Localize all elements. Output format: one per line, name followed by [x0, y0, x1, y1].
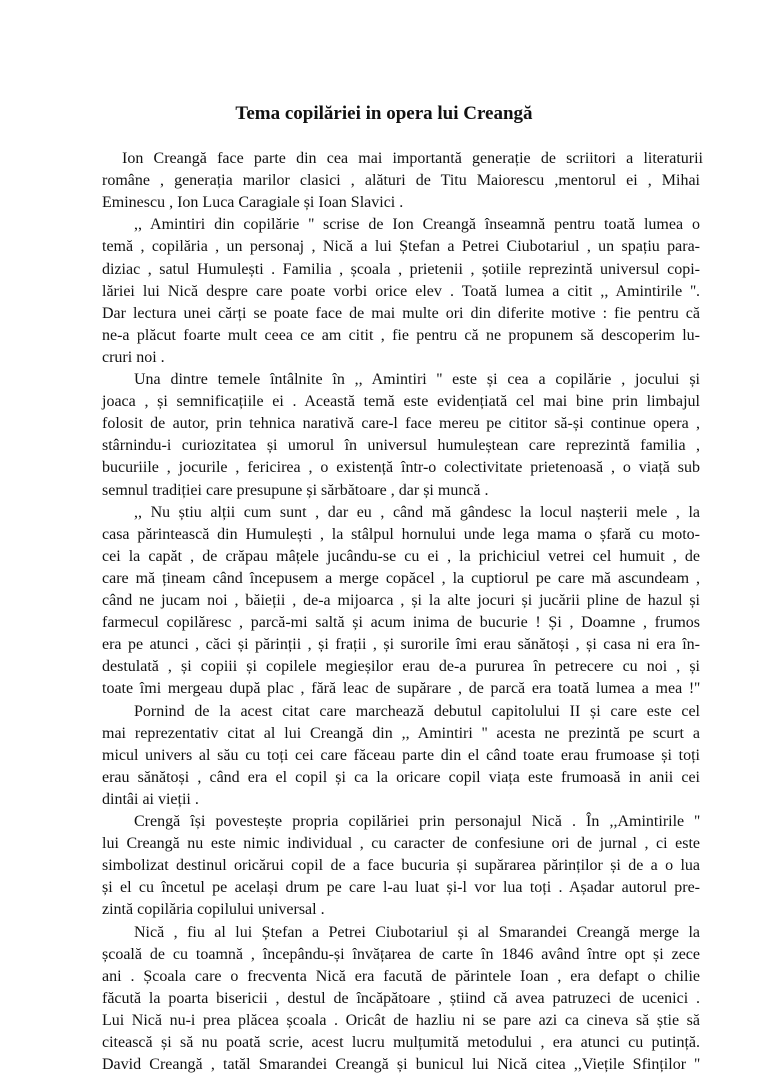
- text-line: ,, Nu știu alții cum sunt , dar eu , când mă gândesc la locul nașterii mele , la: [134, 503, 700, 521]
- text-line: și el cu încetul pe același drum pe care l-au luat și-l vor lua toți . Așadar autorul pre-: [102, 879, 700, 897]
- text-line: stârnindu-i curiozitatea și umorul în universul humuleștean care reprezintă familia ,: [102, 437, 700, 455]
- text-line: care mă țineam când începusem a merge copăcel , la cuptiorul pe care mă ascundeam ,: [102, 569, 700, 587]
- text-line: casa părintească din Humulești , la stâlpul hornului unde lega mama o șfară cu moto-: [102, 525, 700, 543]
- text-line: ,, Amintiri din copilărie '' scrise de Ion Creangă înseamnă pentru toată lumea o: [134, 216, 700, 234]
- text-line: făcută la poarta bisericii , destul de încăpătoare , știind că avea patruzeci de ucenici .: [102, 989, 700, 1007]
- text-line: Una dintre temele întâlnite în ,, Amintiri '' este și cea a copilărie , jocului și: [134, 371, 700, 388]
- text-line: David Creangă , tatăl Smarandei Creangă și bunicul lui Nică citea ,,Viețile Sfinților '': [102, 1056, 700, 1074]
- text-line: semnul tradiției care presupune și sărbătoare , dar și muncă .: [102, 481, 489, 499]
- text-line: simbolizat destinul oricărui copil de a face bucuria și supărarea părinților și de a o lua: [102, 857, 700, 875]
- text-line: Lui Nică nu-i prea plăcea școala . Oricât de hazliu ni se pare azi ca cineva să știe să: [102, 1011, 700, 1029]
- text-line: diziac , satul Humulești . Familia , școala , prietenii , șotiile reprezintă universul copi-: [102, 260, 700, 278]
- text-line: lui Creangă nu este nimic individual , cu caracter de confesiune ori de jurnal , ci este: [102, 835, 700, 853]
- text-line: când ne jucam noi , băieții , de-a mijoarca , și la alte jocuri și jucării pline de hazul și: [102, 592, 700, 609]
- text-line: farmecul copilăresc , parcă-mi saltă și acum inima de bucurie ! Și , Doamne , frumos: [102, 614, 700, 632]
- text-line: ani . Școala care o frecventa Nică era facută de părintele Ioan , era defapt o chilie: [102, 967, 700, 985]
- text-line: Nică , fiu al lui Ștefan a Petrei Ciubotariul și al Smarandei Creangă merge la: [134, 923, 700, 941]
- text-line: micul univers al său cu toți cei care făceau parte din el când toate erau frumoase și toți: [102, 746, 700, 764]
- text-line: Ion Creangă face parte din cea mai importantă generație de scriitori a literaturii: [122, 150, 703, 167]
- text-line: era pe atunci , căci și părinții , și frații , și surorile îmi erau sănătoși , și casa ni era în-: [102, 636, 700, 654]
- text-line: folosit de autor, prin tehnica narativă care-l face mereu pe cititor să-și continue opera ,: [102, 415, 700, 433]
- text-line: ne-a plăcut foarte mult ceea ce am citit , fie pentru că ne propunem să descoperim lu-: [102, 326, 700, 344]
- text-line: cei la capăt , de crăpau mâțele jucându-se cu ei , la prichiciul vetrei cel humuit , de: [102, 547, 700, 565]
- text-line: citească și să nu poată scrie, acest lucru mulțumită metodului , era atunci cu putință.: [102, 1034, 700, 1051]
- text-line: temă , copilăria , un personaj , Nică a lui Ștefan a Petrei Ciubotariul , un spațiu para-: [102, 238, 700, 256]
- text-line: erau sănătoși , când era el copil și ca la oricare copil viața este frumoasă in anii cei: [102, 768, 700, 786]
- text-line: Crengă își povestește propria copilăriei prin personajul Nică . În ,,Amintirile '': [134, 813, 700, 830]
- text-line: școală de cu toamnă , începându-și învățarea de carte în 1846 având între opt și zece: [102, 945, 700, 963]
- text-line: zintă copilăria copilului universal .: [102, 901, 325, 919]
- text-line: române , generația marilor clasici , alături de Titu Maiorescu ,mentorul ei , Mihai: [102, 172, 700, 190]
- text-line: toate îmi mergeau după plac , fără leac de supărare , de parcă era toată lumea a mea !'': [102, 680, 700, 698]
- text-line: dintâi ai vieții .: [102, 790, 199, 808]
- text-line: Dar lectura unei cărți se poate face de mai multe ori din diferite motive : fie pentru că: [102, 304, 700, 322]
- text-line: Pornind de la acest citat care marchează debutul capitolului II și care este cel: [134, 702, 700, 720]
- text-line: joaca , și semnificațiile ei . Această temă este evidențiată cel mai bine prin limbajul: [102, 393, 700, 411]
- text-line: mai reprezentativ citat al lui Creangă din ,, Amintiri '' acesta ne prezintă pe scurt a: [102, 724, 700, 742]
- text-line: cruri noi .: [102, 348, 165, 366]
- document-title: Tema copilăriei in opera lui Creangă: [235, 103, 533, 124]
- text-line: destulată , și copiii și copilele megieșilor erau de-a pururea în petrecere cu noi , și: [102, 658, 700, 676]
- text-line: Eminescu , Ion Luca Caragiale și Ioan Slavici .: [102, 194, 404, 212]
- text-line: bucuriile , jocurile , fericirea , o existență într-o colectivitate prietenoasă , o viață sub: [102, 459, 700, 477]
- text-line: lăriei lui Nică despre care poate vorbi orice elev . Toată lumea a citit ,, Amintirile ''.: [102, 282, 700, 300]
